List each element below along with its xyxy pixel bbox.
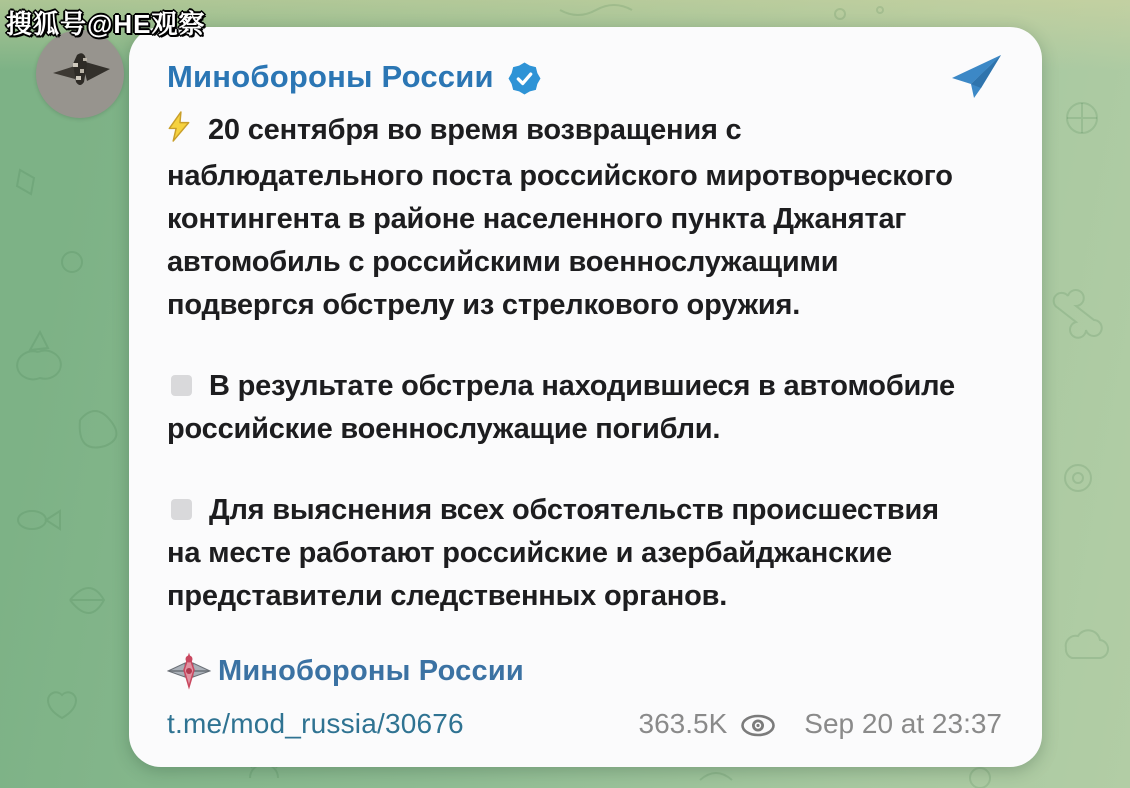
footer-channel-link[interactable]: Минобороны России: [218, 654, 524, 687]
message-paragraph-2: [167, 365, 1002, 451]
post-link[interactable]: t.me/mod_russia/30676: [167, 708, 464, 739]
verified-badge-icon: [508, 62, 541, 95]
timestamp: Sep 20 at 23:37: [804, 708, 1002, 739]
message-paragraph-1: [167, 109, 1002, 327]
watermark: 搜狐号@HE观察: [6, 9, 206, 39]
paragraph-line: подвергся обстрелу из стрелкового оружия.: [167, 289, 801, 321]
channel-avatar[interactable]: [36, 30, 124, 118]
square-bullet-icon: [171, 499, 192, 520]
paragraph-line: автомобиль с российскими военнослужащими: [167, 246, 839, 278]
message-card: [129, 27, 1042, 767]
paragraph-line: представители следственных органов.: [167, 580, 728, 612]
paragraph-line: 20 сентября во время возвращения с: [208, 114, 742, 146]
view-count: 363.5K: [638, 708, 728, 739]
telegram-plane-icon[interactable]: [948, 52, 1002, 100]
channel-title[interactable]: Минобороны России: [167, 59, 494, 94]
lightning-icon: [167, 111, 193, 155]
mod-emblem-icon: [167, 652, 211, 690]
views-eye-icon: [740, 713, 776, 738]
paragraph-line: наблюдательного поста российского миротворческого: [167, 160, 953, 192]
paragraph-line: В результате обстрела находившиеся в автомобиле: [209, 370, 955, 402]
square-bullet-icon: [171, 375, 192, 396]
avatar-eagle-icon: [49, 49, 111, 99]
message-paragraph-3: [167, 489, 1002, 618]
footer-channel-row: [167, 649, 1002, 693]
message-header: [167, 53, 1002, 101]
paragraph-line: контингента в районе населенного пункта Джанятаг: [167, 203, 907, 235]
paragraph-line: российские военнослужащие погибли.: [167, 413, 721, 445]
message-meta-row: [167, 706, 1002, 742]
paragraph-line: на месте работают российские и азербайджанские: [167, 537, 892, 569]
paragraph-line: Для выяснения всех обстоятельств происшествия: [209, 494, 939, 526]
